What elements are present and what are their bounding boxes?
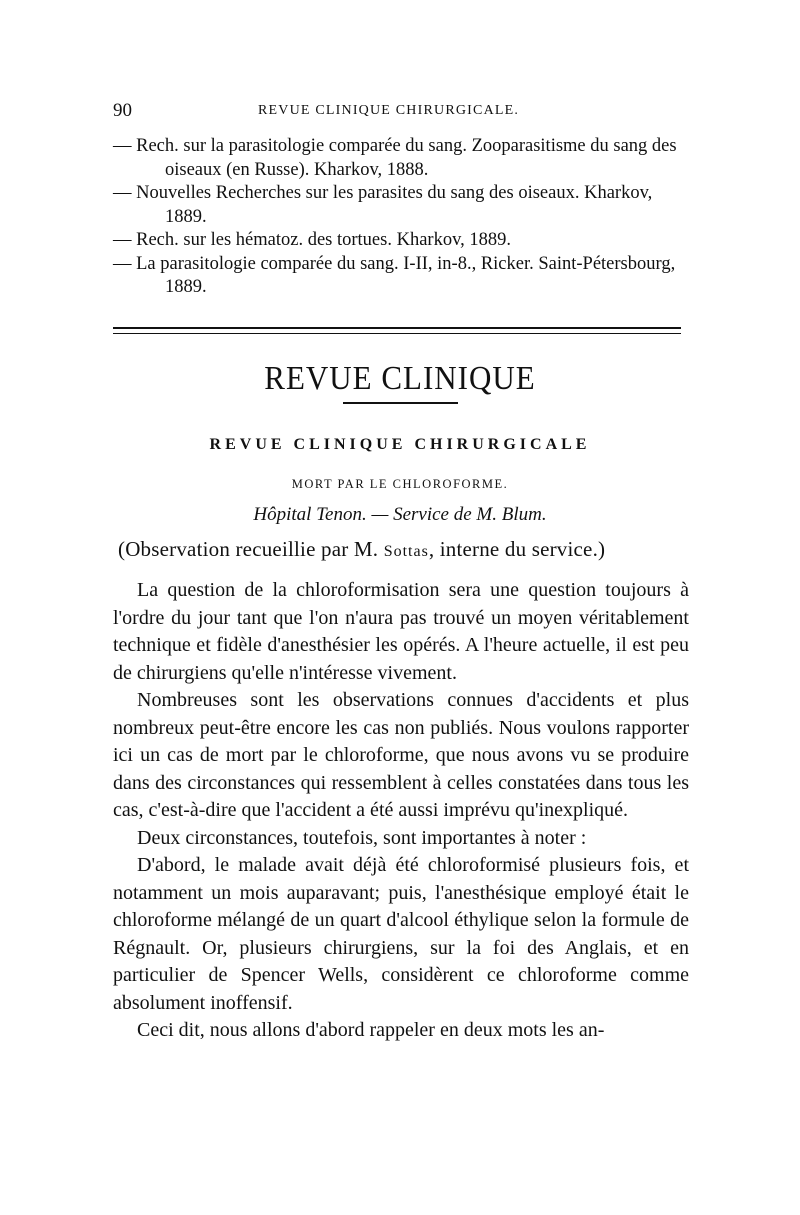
observation-prefix: (Observation recueillie par M.: [118, 537, 384, 561]
bibliography-entry: — La parasitologie comparée du sang. I-II, in-8., Ricker. Saint-Pétersbourg, 1889.: [113, 253, 676, 297]
article-body: [113, 577, 689, 1045]
running-title: REVUE CLINIQUE CHIRURGICALE.: [258, 103, 520, 118]
observation-credit: [118, 537, 688, 562]
page-number: 90: [113, 100, 132, 121]
body-paragraph: La question de la chloroformisation sera une question toujours à l'ordre du jour tant que l'on n'aura pas trouvé un moyen véritablement technique et fidèle d'anesthésier les opérés. A l'heure actuelle, il est peu de chirurgiens qu'elle n'intéresse vivement.: [113, 579, 689, 684]
bibliography-entry: — Rech. sur les hématoz. des tortues. Kharkov, 1889.: [113, 230, 512, 250]
hospital-service: Hôpital Tenon. — Service de M. Blum.: [253, 504, 547, 525]
page-header: [113, 100, 683, 124]
body-paragraph: Deux circonstances, toutefois, sont importantes à noter :: [137, 826, 587, 849]
section-divider: [113, 327, 681, 334]
title-underline: [343, 402, 458, 404]
body-paragraph: Ceci dit, nous allons d'abord rappeler en deux mots les an-: [137, 1019, 605, 1041]
bibliography-entry: — Nouvelles Recherches sur les parasites du sang des oiseaux. Kharkov, 1889.: [113, 183, 653, 227]
section-title: REVUE CLINIQUE: [264, 358, 536, 397]
subsection-title: REVUE CLINIQUE CHIRURGICALE: [209, 436, 591, 453]
bibliography-list: [113, 135, 688, 300]
article-title: MORT PAR LE CHLOROFORME.: [291, 477, 509, 491]
observation-author: Sottas: [383, 543, 429, 560]
observation-suffix: , interne du service.): [428, 537, 606, 561]
body-paragraph: Nombreuses sont les observations connues d'accidents et plus nombreux peut-être encore les cas non publiés. Nous voulons rapporter ici un cas de mort par le chloroforme, que nous avons vu se produire dans des circonstances qui ressemblent à celles constatées dans tous les cas, c'est-à-dire que l'accident a été aussi imprévu qu'inexpliqué.: [113, 689, 689, 821]
body-paragraph: D'abord, le malade avait déjà été chloroformisé plusieurs fois, et notamment un mois auparavant; puis, l'anesthésique employé était le chloroforme mélangé de un quart d'alcool éthylique selon la formule de Régnault. Or, plusieurs chirurgiens, sur la foi des Anglais, et en particulier de Spencer Wells, considèrent ce chloroforme comme absolument inoffensif.: [113, 854, 689, 1014]
bibliography-entry: — Rech. sur la parasitologie comparée du sang. Zooparasitisme du sang des oiseaux (en Russe). Kharkov, 1888.: [113, 136, 677, 180]
